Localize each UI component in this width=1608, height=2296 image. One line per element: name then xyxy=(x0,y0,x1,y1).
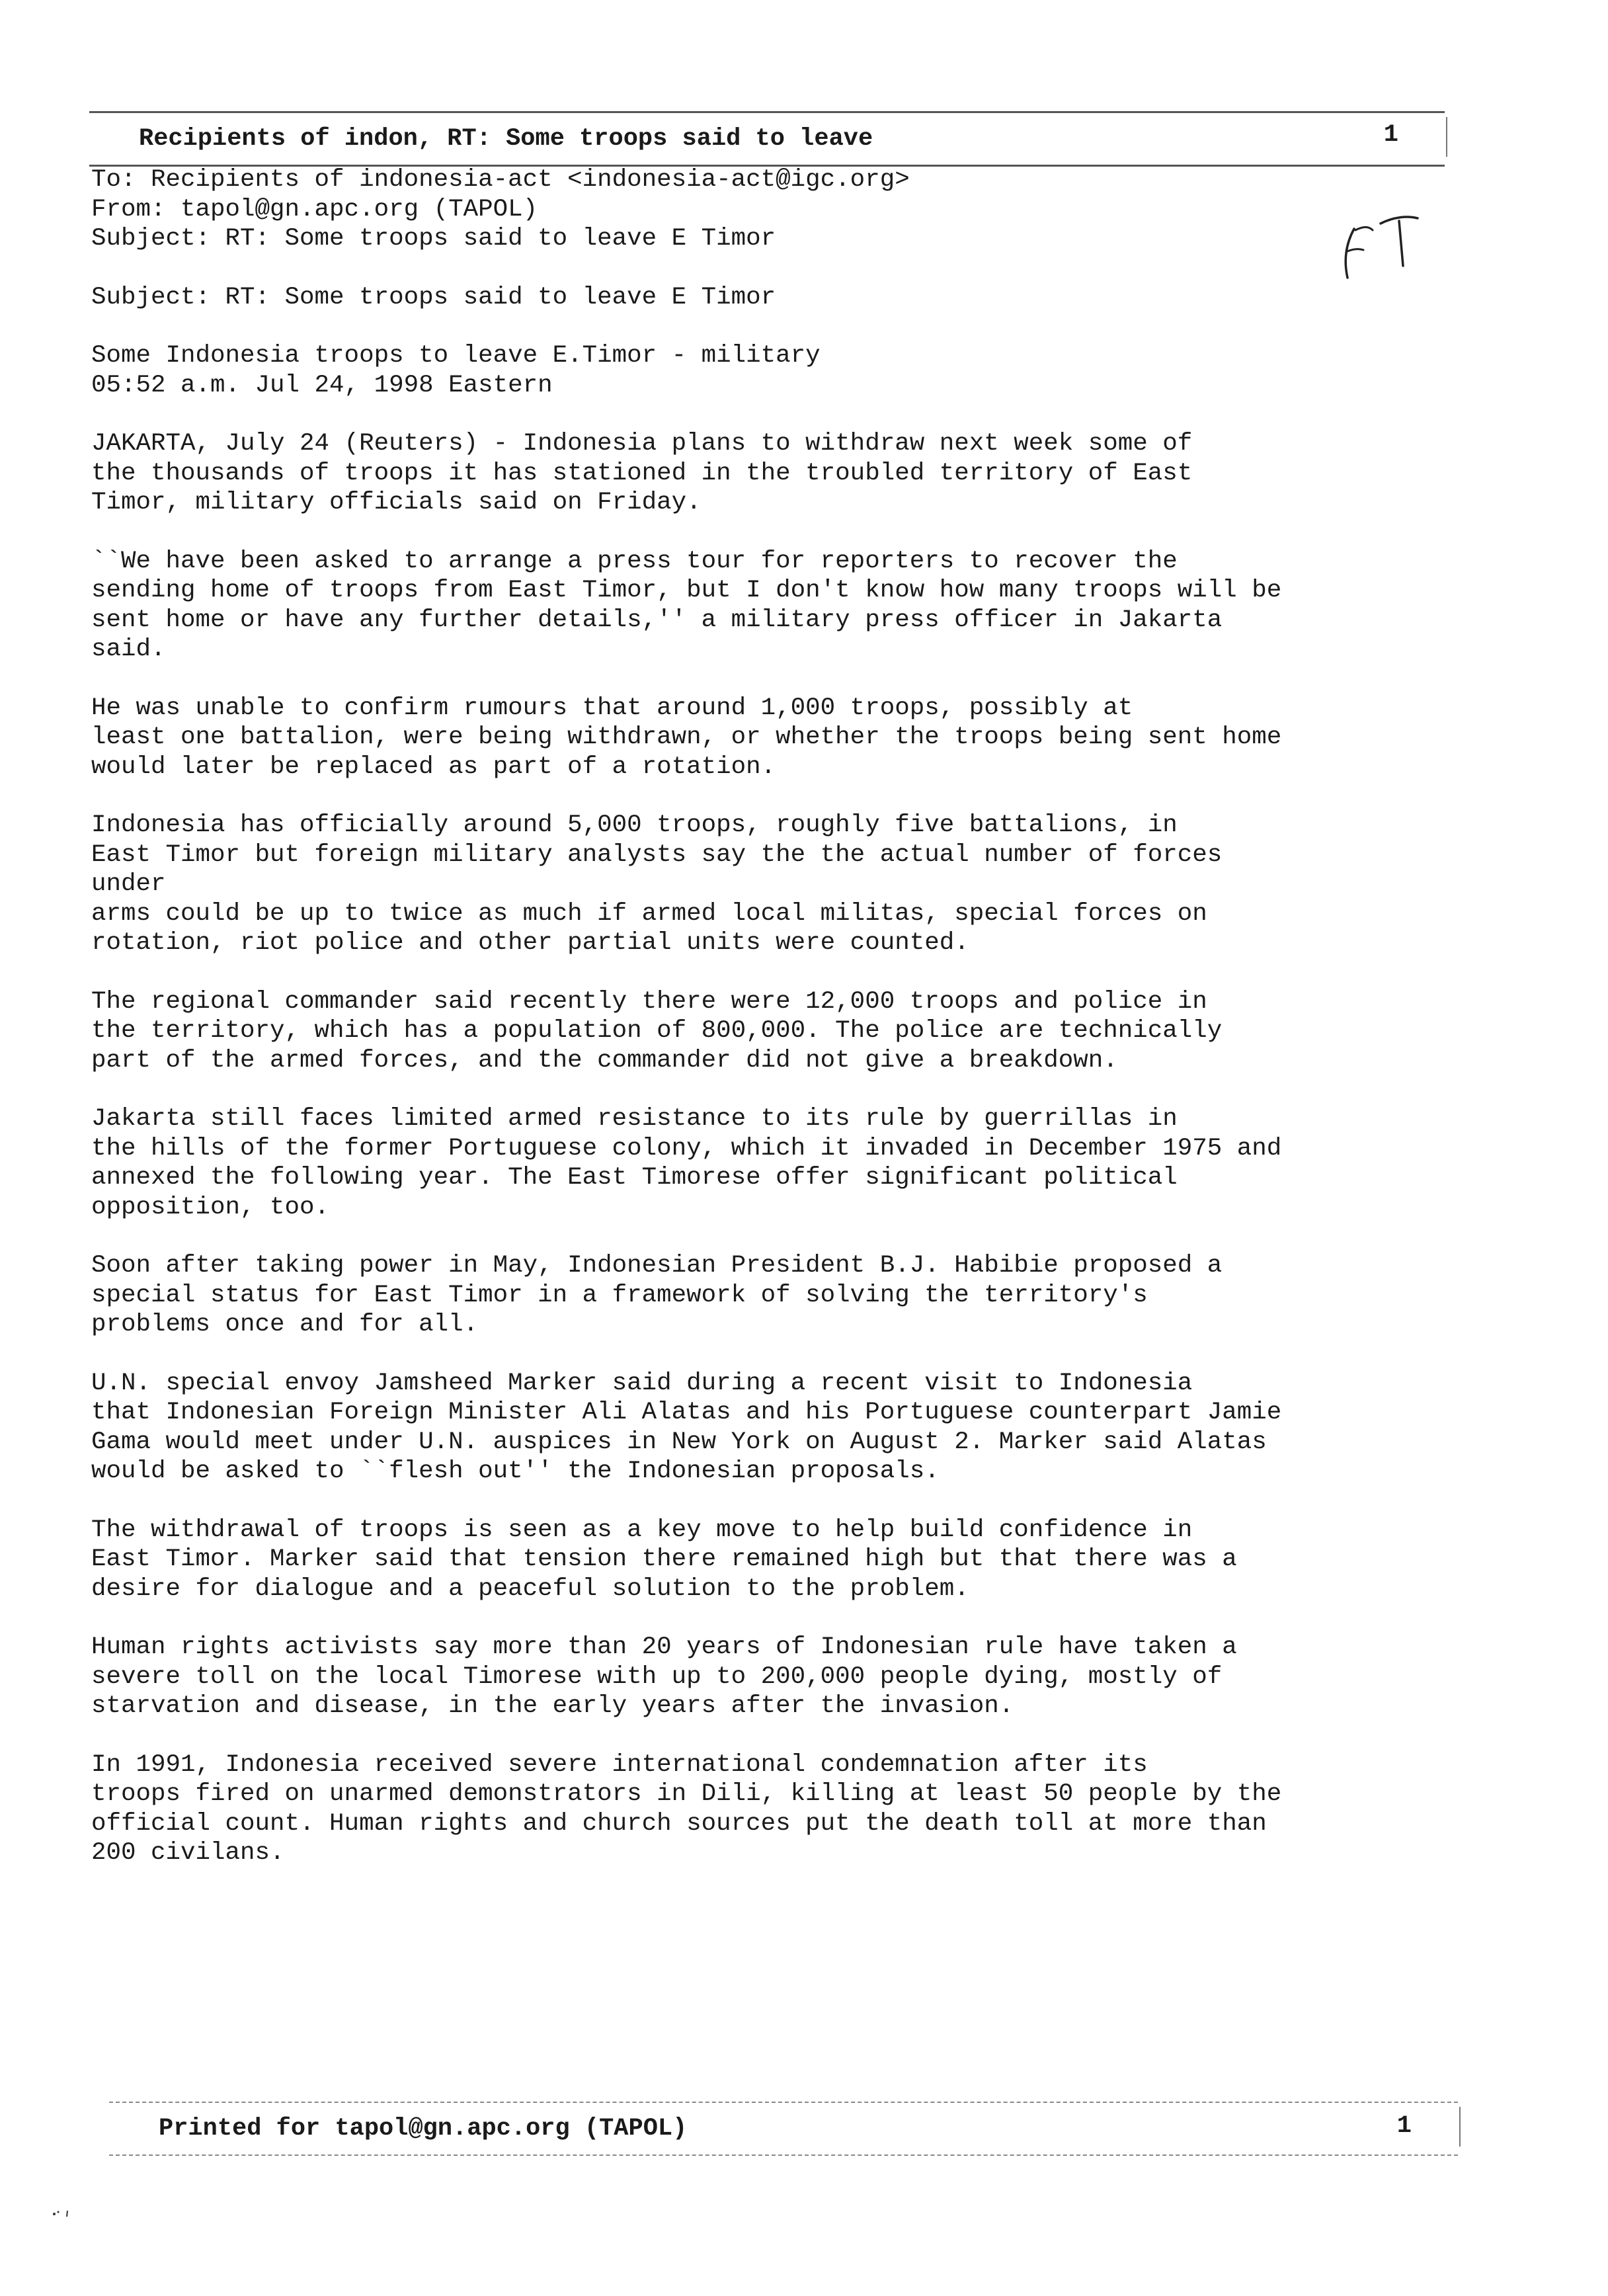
paragraph-line: would later be replaced as part of a rotation. xyxy=(91,753,776,781)
paragraph-line: Jakarta still faces limited armed resistance to its rule by guerrillas in xyxy=(91,1105,1178,1133)
paragraph-line: Indonesia has officially around 5,000 troops, roughly five battalions, in xyxy=(91,811,1178,839)
print-header xyxy=(89,111,1445,167)
email-from: From: tapol@gn.apc.org (TAPOL) xyxy=(91,195,538,224)
paragraph-line: East Timor but foreign military analysts say the the actual number of forces xyxy=(91,840,1223,869)
paragraph-line: In 1991, Indonesia received severe international condemnation after its xyxy=(91,1750,1148,1779)
article-dateline: 05:52 a.m. Jul 24, 1998 Eastern xyxy=(91,371,553,399)
article-headline: Some Indonesia troops to leave E.Timor - military xyxy=(91,342,821,370)
paragraph-line: rotation, riot police and other partial units were counted. xyxy=(91,929,969,957)
paragraph-line: least one battalion, were being withdrawn, or whether the troops being sent home xyxy=(91,723,1282,751)
header-title: Recipients of indon, RT: Some troops said to leave xyxy=(139,125,873,153)
paragraph-line: that Indonesian Foreign Minister Ali Alatas and his Portuguese counterpart Jamie xyxy=(91,1399,1282,1426)
paragraph-line: sent home or have any further details,'' a military press officer in Jakarta xyxy=(91,606,1223,634)
article-paragraph xyxy=(91,1750,1486,1868)
article-paragraph xyxy=(91,1104,1486,1222)
paragraph-line: would be asked to ``flesh out'' the Indonesian proposals. xyxy=(91,1457,940,1485)
paragraph-line: special status for East Timor in a framework of solving the territory's xyxy=(91,1281,1148,1309)
paragraph-line: the territory, which has a population of 800,000. The police are technically xyxy=(91,1017,1223,1045)
paragraph-line: Gama would meet under U.N. auspices in New York on August 2. Marker said Alatas xyxy=(91,1428,1267,1456)
paragraph-line: ``We have been asked to arrange a press tour for reporters to recover the xyxy=(91,547,1178,575)
paragraph-line: U.N. special envoy Jamsheed Marker said during a recent visit to Indonesia xyxy=(91,1369,1193,1397)
paragraph-line: The regional commander said recently there were 12,000 troops and police in xyxy=(91,987,1207,1016)
subject-repeat-block xyxy=(91,283,1486,313)
article-paragraph xyxy=(91,1516,1486,1604)
paragraph-line: JAKARTA, July 24 (Reuters) - Indonesia plans to withdraw next week some of xyxy=(91,430,1193,458)
article-paragraph xyxy=(91,694,1486,782)
paragraph-line: opposition, too. xyxy=(91,1193,330,1221)
email-headers xyxy=(91,165,1486,254)
paragraph-line: 200 civilans. xyxy=(91,1839,285,1867)
article-paragraph xyxy=(91,1369,1486,1487)
paragraph-line: Human rights activists say more than 20 years of Indonesian rule have taken a xyxy=(91,1633,1237,1661)
article-paragraph xyxy=(91,811,1486,958)
paragraph-line: said. xyxy=(91,636,166,663)
header-page-number: 1 xyxy=(1383,121,1398,149)
paragraph-line: troops fired on unarmed demonstrators in Dili, killing at least 50 people by the xyxy=(91,1780,1282,1808)
paragraph-line: arms could be up to twice as much if armed local militas, special forces on xyxy=(91,899,1207,928)
paragraph-line: official count. Human rights and church sources put the death toll at more than xyxy=(91,1809,1267,1838)
paragraph-line: Timor, military officials said on Friday. xyxy=(91,489,702,516)
email-subject: Subject: RT: Some troops said to leave E Timor xyxy=(91,225,776,253)
paragraph-line: severe toll on the local Timorese with up to 200,000 people dying, mostly of xyxy=(91,1662,1223,1691)
paragraph-line: sending home of troops from East Timor, but I don't know how many troops will be xyxy=(91,577,1282,604)
paragraph-line: desire for dialogue and a peaceful solution to the problem. xyxy=(91,1575,969,1603)
article-paragraph xyxy=(91,547,1486,665)
paragraph-line: under xyxy=(91,870,166,898)
paragraph-line: starvation and disease, in the early years after the invasion. xyxy=(91,1692,1014,1720)
article-paragraphs xyxy=(91,429,1486,1868)
article-paragraph xyxy=(91,1633,1486,1721)
footer-printed-for: Printed for tapol@gn.apc.org (TAPOL) xyxy=(159,2115,688,2143)
paragraph-line: part of the armed forces, and the commander did not give a breakdown. xyxy=(91,1046,1118,1075)
article-headline-block xyxy=(91,341,1486,400)
paragraph-line: Soon after taking power in May, Indonesian President B.J. Habibie proposed a xyxy=(91,1252,1223,1280)
paragraph-line: East Timor. Marker said that tension there remained high but that there was a xyxy=(91,1545,1237,1573)
paragraph-line: the thousands of troops it has stationed in the troubled territory of East xyxy=(91,459,1193,487)
paragraph-line: The withdrawal of troops is seen as a key move to help build confidence in xyxy=(91,1516,1193,1544)
article-paragraph xyxy=(91,429,1486,518)
document-body xyxy=(91,165,1486,1897)
print-footer xyxy=(109,2102,1458,2156)
paragraph-line: the hills of the former Portuguese colony, which it invaded in December 1975 and xyxy=(91,1134,1282,1163)
article-paragraph xyxy=(91,987,1486,1076)
scan-mark-icon xyxy=(52,2209,71,2218)
footer-page-number: 1 xyxy=(1396,2112,1412,2140)
paragraph-line: He was unable to confirm rumours that around 1,000 troops, possibly at xyxy=(91,694,1133,722)
paragraph-line: annexed the following year. The East Timorese offer significant political xyxy=(91,1164,1178,1192)
email-subject-repeat: Subject: RT: Some troops said to leave E Timor xyxy=(91,283,776,311)
paragraph-line: problems once and for all. xyxy=(91,1311,479,1338)
article-paragraph xyxy=(91,1251,1486,1340)
email-to: To: Recipients of indonesia-act <indonesia-act@igc.org> xyxy=(91,166,910,194)
